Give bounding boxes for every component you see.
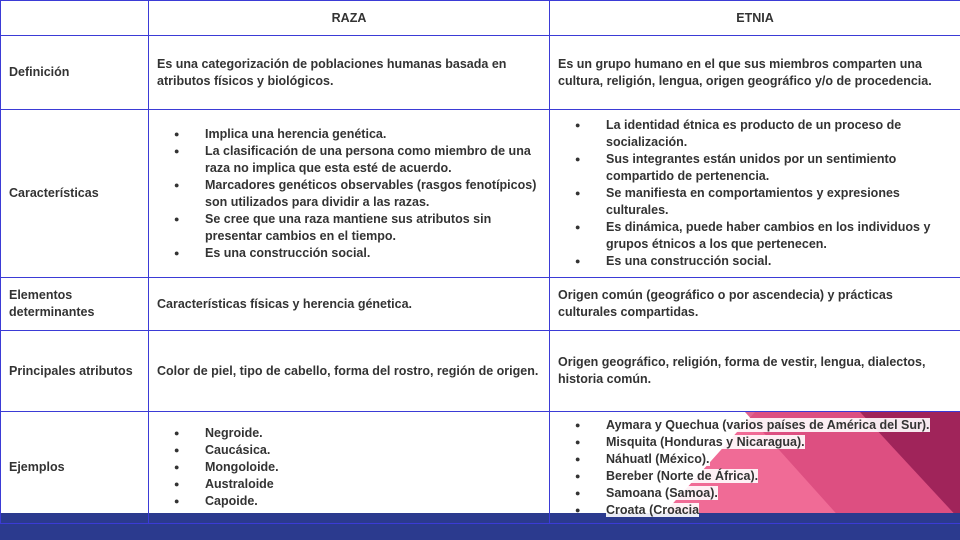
raza-elementos: Características físicas y herencia génetica. xyxy=(149,278,550,331)
list-item: ● Es una construcción social. xyxy=(606,253,952,270)
list-item xyxy=(606,451,952,468)
header-empty-cell xyxy=(1,1,149,36)
list-item-text: Aymara y Quechua (varios países de América del Sur). xyxy=(606,417,930,432)
list-item: ● La clasificación de una persona como miembro de una raza no implica que esta esté de acuerdo. xyxy=(205,143,541,177)
list-item: ● Es una construcción social. xyxy=(205,245,541,262)
etnia-definicion: Es un grupo humano en el que sus miembros comparten una cultura, religión, lengua, origen geográfico y/o de procedencia. xyxy=(550,36,960,110)
list-item-text: Croata (Croacia xyxy=(606,502,700,517)
list-item-text: Misquita (Honduras y Nicaragua). xyxy=(606,434,805,449)
etnia-elementos: Origen común (geográfico o por ascendecia) y prácticas culturales compartidas. xyxy=(550,278,960,331)
list-item: ● Capoide. xyxy=(205,493,541,510)
row-label-atributos: Principales atributos xyxy=(1,331,149,412)
list-item: ● Es dinámica, puede haber cambios en los individuos y grupos étnicos a los que pertenecen. xyxy=(606,219,952,253)
row-elementos xyxy=(1,278,960,331)
header-raza: RAZA xyxy=(149,1,550,36)
etnia-ejemplos xyxy=(550,412,960,524)
list-item: ● Negroide. xyxy=(205,425,541,442)
raza-definicion: Es una categorización de poblaciones humanas basada en atributos físicos y biológicos. xyxy=(149,36,550,110)
etnia-atributos: Origen geográfico, religión, forma de vestir, lengua, dialectos, historia común. xyxy=(550,331,960,412)
raza-caracteristicas-list xyxy=(157,126,541,262)
list-item xyxy=(606,502,952,519)
list-item xyxy=(606,417,952,434)
list-item: ● Australoide xyxy=(205,476,541,493)
row-label-definicion: Definición xyxy=(1,36,149,110)
list-item: ● Implica una herencia genética. xyxy=(205,126,541,143)
list-item: ● La identidad étnica es producto de un proceso de socialización. xyxy=(606,117,952,151)
row-label-caracteristicas: Características xyxy=(1,110,149,278)
raza-ejemplos-list xyxy=(157,425,541,510)
list-item xyxy=(606,468,952,485)
header-row xyxy=(1,1,960,36)
list-item: ● Mongoloide. xyxy=(205,459,541,476)
row-ejemplos xyxy=(1,412,960,524)
row-label-elementos: Elementos determinantes xyxy=(1,278,149,331)
row-label-ejemplos: Ejemplos xyxy=(1,412,149,524)
list-item: ● Sus integrantes están unidos por un sentimiento compartido de pertenencia. xyxy=(606,151,952,185)
list-item-text: Bereber (Norte de África). xyxy=(606,468,759,483)
list-item xyxy=(606,434,952,451)
etnia-caracteristicas xyxy=(550,110,960,278)
list-item: ● Caucásica. xyxy=(205,442,541,459)
raza-caracteristicas xyxy=(149,110,550,278)
raza-atributos: Color de piel, tipo de cabello, forma del rostro, región de origen. xyxy=(149,331,550,412)
list-item xyxy=(606,485,952,502)
list-item: ● Marcadores genéticos observables (rasgos fenotípicos) son utilizados para dividir a las razas. xyxy=(205,177,541,211)
list-item-text: Náhuatl (México). xyxy=(606,451,710,466)
row-atributos xyxy=(1,331,960,412)
header-etnia: ETNIA xyxy=(550,1,960,36)
etnia-caracteristicas-list xyxy=(558,117,952,270)
row-definicion xyxy=(1,36,960,110)
list-item: ● Se cree que una raza mantiene sus atributos sin presentar cambios en el tiempo. xyxy=(205,211,541,245)
list-item-text: Samoana (Samoa). xyxy=(606,485,718,500)
list-item: ● Se manifiesta en comportamientos y expresiones culturales. xyxy=(606,185,952,219)
raza-ejemplos xyxy=(149,412,550,524)
etnia-ejemplos-list xyxy=(558,417,952,519)
row-caracteristicas xyxy=(1,110,960,278)
